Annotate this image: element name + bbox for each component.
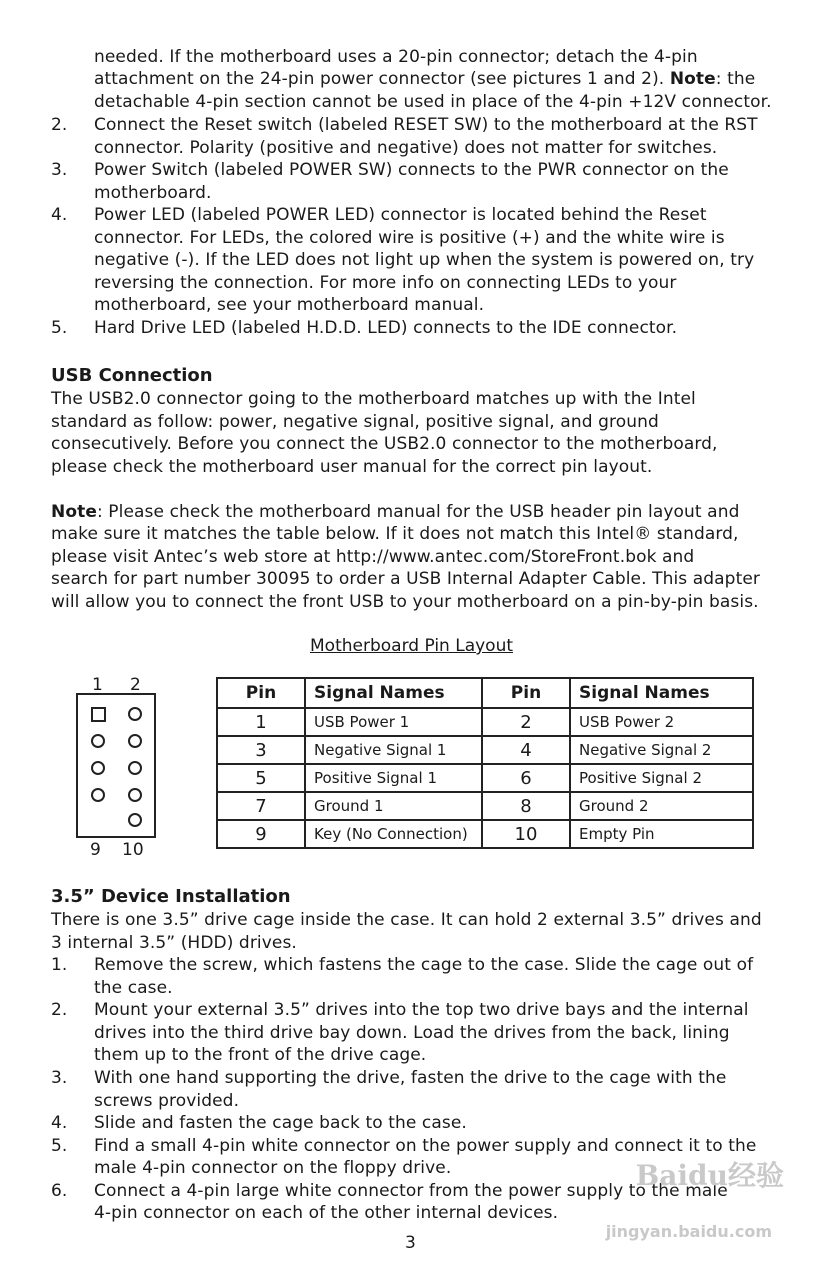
step-line: Power Switch (labeled POWER SW) connects to the PWR connector on the: [94, 160, 729, 180]
step-line: Find a small 4-pin white connector on the power supply and connect it to the: [94, 1136, 757, 1156]
step-line: drives into the third drive bay down. Load the drives from the back, lining: [94, 1023, 730, 1043]
header-label-1: 1: [92, 675, 103, 695]
step-line: reversing the connection. For more info on connecting LEDs to your: [94, 273, 677, 293]
page-number: 3: [405, 1233, 416, 1253]
signal-name: Empty Pin: [570, 820, 753, 848]
step-line: Mount your external 3.5” drives into the top two drive bays and the internal: [94, 1000, 749, 1020]
pin-6-circle: [128, 761, 142, 775]
step-line: the case.: [94, 978, 173, 998]
watermark-url: jingyan.baidu.com: [605, 1222, 772, 1241]
watermark-logo: Baidu经验: [635, 1159, 784, 1192]
pin-3-circle: [91, 734, 105, 748]
signal-name: Positive Signal 2: [570, 764, 753, 792]
step-number: 4.: [51, 205, 68, 225]
header-label-9: 9: [90, 840, 101, 860]
step-line: 4-pin connector on each of the other internal devices.: [94, 1203, 559, 1223]
step-number: 1.: [51, 955, 68, 975]
step-line: them up to the front of the drive cage.: [94, 1045, 427, 1065]
table-row: [217, 792, 753, 820]
step-number: 2.: [51, 115, 68, 135]
note-label: Note: [669, 69, 716, 89]
intro-line: needed. If the motherboard uses a 20-pin connector; detach the 4-pin: [94, 47, 698, 67]
table-row: [217, 708, 753, 736]
step-number: 3.: [51, 160, 68, 180]
pin-2-circle: [128, 707, 142, 721]
step-number: 2.: [51, 1000, 68, 1020]
step-number: 5.: [51, 1136, 68, 1156]
pin-4-circle: [128, 734, 142, 748]
pin-number: 4: [482, 736, 570, 764]
pin-number: 8: [482, 792, 570, 820]
step-line: male 4-pin connector on the floppy drive.: [94, 1158, 452, 1178]
usb-header-diagram: [76, 693, 156, 838]
pin-number: 9: [217, 820, 305, 848]
signal-name: Ground 2: [570, 792, 753, 820]
step-number: 6.: [51, 1181, 68, 1201]
signal-name: Negative Signal 2: [570, 736, 753, 764]
pin-table: [216, 677, 754, 849]
step-line: motherboard, see your motherboard manual.: [94, 295, 485, 315]
step-line: screws provided.: [94, 1091, 240, 1111]
usb-note-line: please visit Antec’s web store at http://www.antec.com/StoreFront.bok and: [51, 547, 695, 567]
intro-line: [94, 68, 755, 90]
step-number: 3.: [51, 1068, 68, 1088]
device-heading: 3.5” Device Installation: [51, 886, 291, 907]
step-line: Slide and fasten the cage back to the case.: [94, 1113, 467, 1133]
usb-note-line: [51, 501, 739, 523]
step-line: connector. For LEDs, the colored wire is positive (+) and the white wire is: [94, 228, 725, 248]
step-line: motherboard.: [94, 183, 212, 203]
column-header: Pin: [482, 678, 570, 708]
signal-name: Key (No Connection): [305, 820, 482, 848]
pin-5-circle: [91, 761, 105, 775]
pin-1-square: [91, 707, 106, 722]
step-number: 4.: [51, 1113, 68, 1133]
pin-number: 5: [217, 764, 305, 792]
usb-para-line: consecutively. Before you connect the USB2.0 connector to the motherboard,: [51, 434, 718, 454]
usb-note-line: will allow you to connect the front USB to your motherboard on a pin-by-pin basis.: [51, 592, 759, 612]
signal-name: USB Power 1: [305, 708, 482, 736]
signal-name: Ground 1: [305, 792, 482, 820]
signal-name: Negative Signal 1: [305, 736, 482, 764]
step-line: Connect the Reset switch (labeled RESET SW) to the motherboard at the RST: [94, 115, 758, 135]
note-tail: : the: [715, 69, 756, 89]
device-para-line: There is one 3.5” drive cage inside the case. It can hold 2 external 3.5” drives and: [51, 910, 762, 930]
step-line: Power LED (labeled POWER LED) connector is located behind the Reset: [94, 205, 707, 225]
table-row: [217, 820, 753, 848]
pin-number: 3: [217, 736, 305, 764]
pin-10-circle: [128, 813, 142, 827]
pin-8-circle: [128, 788, 142, 802]
pin-7-circle: [91, 788, 105, 802]
pin-number: 1: [217, 708, 305, 736]
usb-note-text: : Please check the motherboard manual for the USB header pin layout and: [96, 502, 740, 522]
step-line: Remove the screw, which fastens the cage to the case. Slide the cage out of: [94, 955, 754, 975]
table-header-row: [217, 678, 753, 708]
table-row: [217, 736, 753, 764]
usb-note-line: search for part number 30095 to order a USB Internal Adapter Cable. This adapter: [51, 569, 760, 589]
usb-note-line: make sure it matches the table below. If it does not match this Intel® standard,: [51, 524, 739, 544]
step-line: connector. Polarity (positive and negative) does not matter for switches.: [94, 138, 718, 158]
intro-line-text: attachment on the 24-pin power connector (see pictures 1 and 2).: [94, 69, 665, 89]
pin-number: 10: [482, 820, 570, 848]
table-row: [217, 764, 753, 792]
step-line: negative (-). If the LED does not light up when the system is powered on, try: [94, 250, 755, 270]
usb-para-line: please check the motherboard user manual for the correct pin layout.: [51, 457, 653, 477]
column-header: Pin: [217, 678, 305, 708]
pin-layout-caption: Motherboard Pin Layout: [310, 636, 514, 656]
usb-para-line: standard as follow: power, negative signal, positive signal, and ground: [51, 412, 659, 432]
signal-name: USB Power 2: [570, 708, 753, 736]
column-header: Signal Names: [570, 678, 753, 708]
note-label: Note: [51, 502, 97, 522]
step-number: 5.: [51, 318, 68, 338]
step-line: Hard Drive LED (labeled H.D.D. LED) connects to the IDE connector.: [94, 318, 678, 338]
usb-para-line: The USB2.0 connector going to the motherboard matches up with the Intel: [51, 389, 696, 409]
pin-number: 7: [217, 792, 305, 820]
usb-heading: USB Connection: [51, 365, 213, 386]
device-para-line: 3 internal 3.5” (HDD) drives.: [51, 933, 297, 953]
signal-name: Positive Signal 1: [305, 764, 482, 792]
header-label-2: 2: [130, 675, 141, 695]
pin-number: 2: [482, 708, 570, 736]
header-label-10: 10: [122, 840, 144, 860]
column-header: Signal Names: [305, 678, 482, 708]
intro-line: detachable 4-pin section cannot be used in place of the 4-pin +12V connector.: [94, 92, 772, 112]
pin-number: 6: [482, 764, 570, 792]
step-line: With one hand supporting the drive, fasten the drive to the cage with the: [94, 1068, 727, 1088]
step-line: Connect a 4-pin large white connector from the power supply to the male: [94, 1181, 728, 1201]
